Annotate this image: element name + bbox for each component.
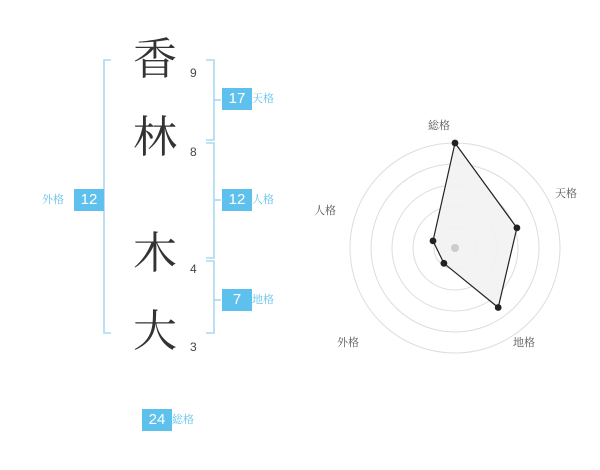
- axis-label-soukaku: 総格: [428, 119, 450, 132]
- kanji-char: 香: [133, 34, 177, 85]
- kanji-char: 大: [133, 306, 177, 357]
- stroke-count: 8: [190, 145, 197, 159]
- badge-chikaku-label: 地格: [252, 293, 274, 306]
- badge-chikaku-value: 7: [222, 289, 252, 311]
- badge-jinkaku-value: 12: [222, 189, 252, 211]
- badge-jinkaku-label: 人格: [252, 193, 274, 206]
- stroke-count: 4: [190, 262, 197, 276]
- badge-gaikaku-value: 12: [74, 189, 104, 211]
- radar-chart: [310, 0, 600, 470]
- stroke-count: 9: [190, 66, 197, 80]
- badge-tenkaku-value: 17: [222, 88, 252, 110]
- kanji-char: 林: [133, 112, 177, 163]
- axis-label-jinkaku: 人格: [314, 204, 336, 217]
- kanji-char: 木: [133, 228, 177, 279]
- badge-soukaku-label: 総格: [172, 413, 194, 426]
- badge-tenkaku-label: 天格: [252, 92, 274, 105]
- radar-chart-svg: [310, 0, 600, 470]
- stroke-count: 3: [190, 340, 197, 354]
- axis-label-gaikaku: 外格: [337, 336, 359, 349]
- badge-gaikaku-label: 外格: [42, 193, 64, 206]
- axis-label-chikaku: 地格: [513, 336, 535, 349]
- axis-label-tenkaku: 天格: [555, 187, 577, 200]
- badge-soukaku-value: 24: [142, 409, 172, 431]
